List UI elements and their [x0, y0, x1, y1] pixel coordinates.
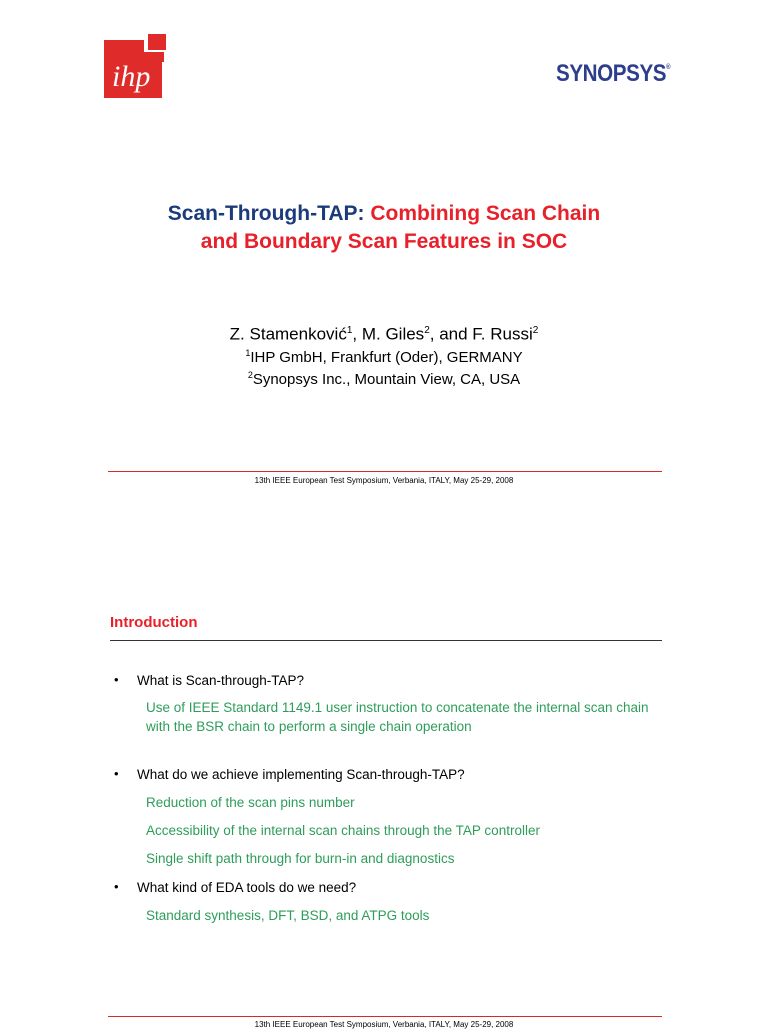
answer-2-3: Single shift path through for burn-in and diagnostics — [146, 851, 455, 866]
footer-text: 13th IEEE European Test Symposium, Verbania, ITALY, May 25-29, 2008 — [254, 476, 514, 485]
affiliation-2: $^2$Synopsys Inc., Mountain View, CA, USA — [247, 370, 521, 388]
bullet-1: • — [114, 672, 119, 687]
answer-1-1: Use of IEEE Standard 1149.1 user instruction to concatenate the internal scan chain with the BSR chain to perform a single chain operation — [146, 700, 649, 734]
title-line2: and Boundary Scan Features in SOC — [200, 230, 568, 253]
synopsys-logo: SYNOPSYS® — [556, 60, 671, 87]
svg-text:ihp: ihp — [112, 60, 151, 93]
title-part1: Scan-Through-TAP: — [167, 202, 365, 225]
question-2: What do we achieve implementing Scan-through-TAP? — [137, 767, 465, 782]
slide-title — [0, 200, 768, 256]
question-3: What kind of EDA tools do we need? — [137, 880, 357, 895]
bullet-2: • — [114, 766, 119, 781]
footer-rule-2 — [108, 1016, 662, 1017]
answer-2-1: Reduction of the scan pins number — [146, 795, 355, 810]
section-heading: Introduction — [110, 614, 198, 631]
title-part2: Combining Scan Chain — [370, 202, 601, 225]
footer-text-2: 13th IEEE European Test Symposium, Verbania, ITALY, May 25-29, 2008 — [254, 1020, 514, 1029]
answer-3-1: Standard synthesis, DFT, BSD, and ATPG tools — [146, 908, 430, 923]
question-1: What is Scan-through-TAP? — [137, 673, 305, 688]
footer-rule — [108, 471, 662, 472]
affiliation-1: $^1$IHP GmbH, Frankfurt (Oder), GERMANY — [245, 348, 523, 366]
section-rule — [110, 640, 662, 641]
authors: Z. Stamenković$^1$, M. Giles$^2$, and F. Russi$^2$ — [229, 324, 539, 344]
answer-2-2: Accessibility of the internal scan chains through the TAP controller — [146, 823, 540, 838]
bullet-3: • — [114, 879, 119, 894]
ihp-logo — [104, 32, 170, 100]
